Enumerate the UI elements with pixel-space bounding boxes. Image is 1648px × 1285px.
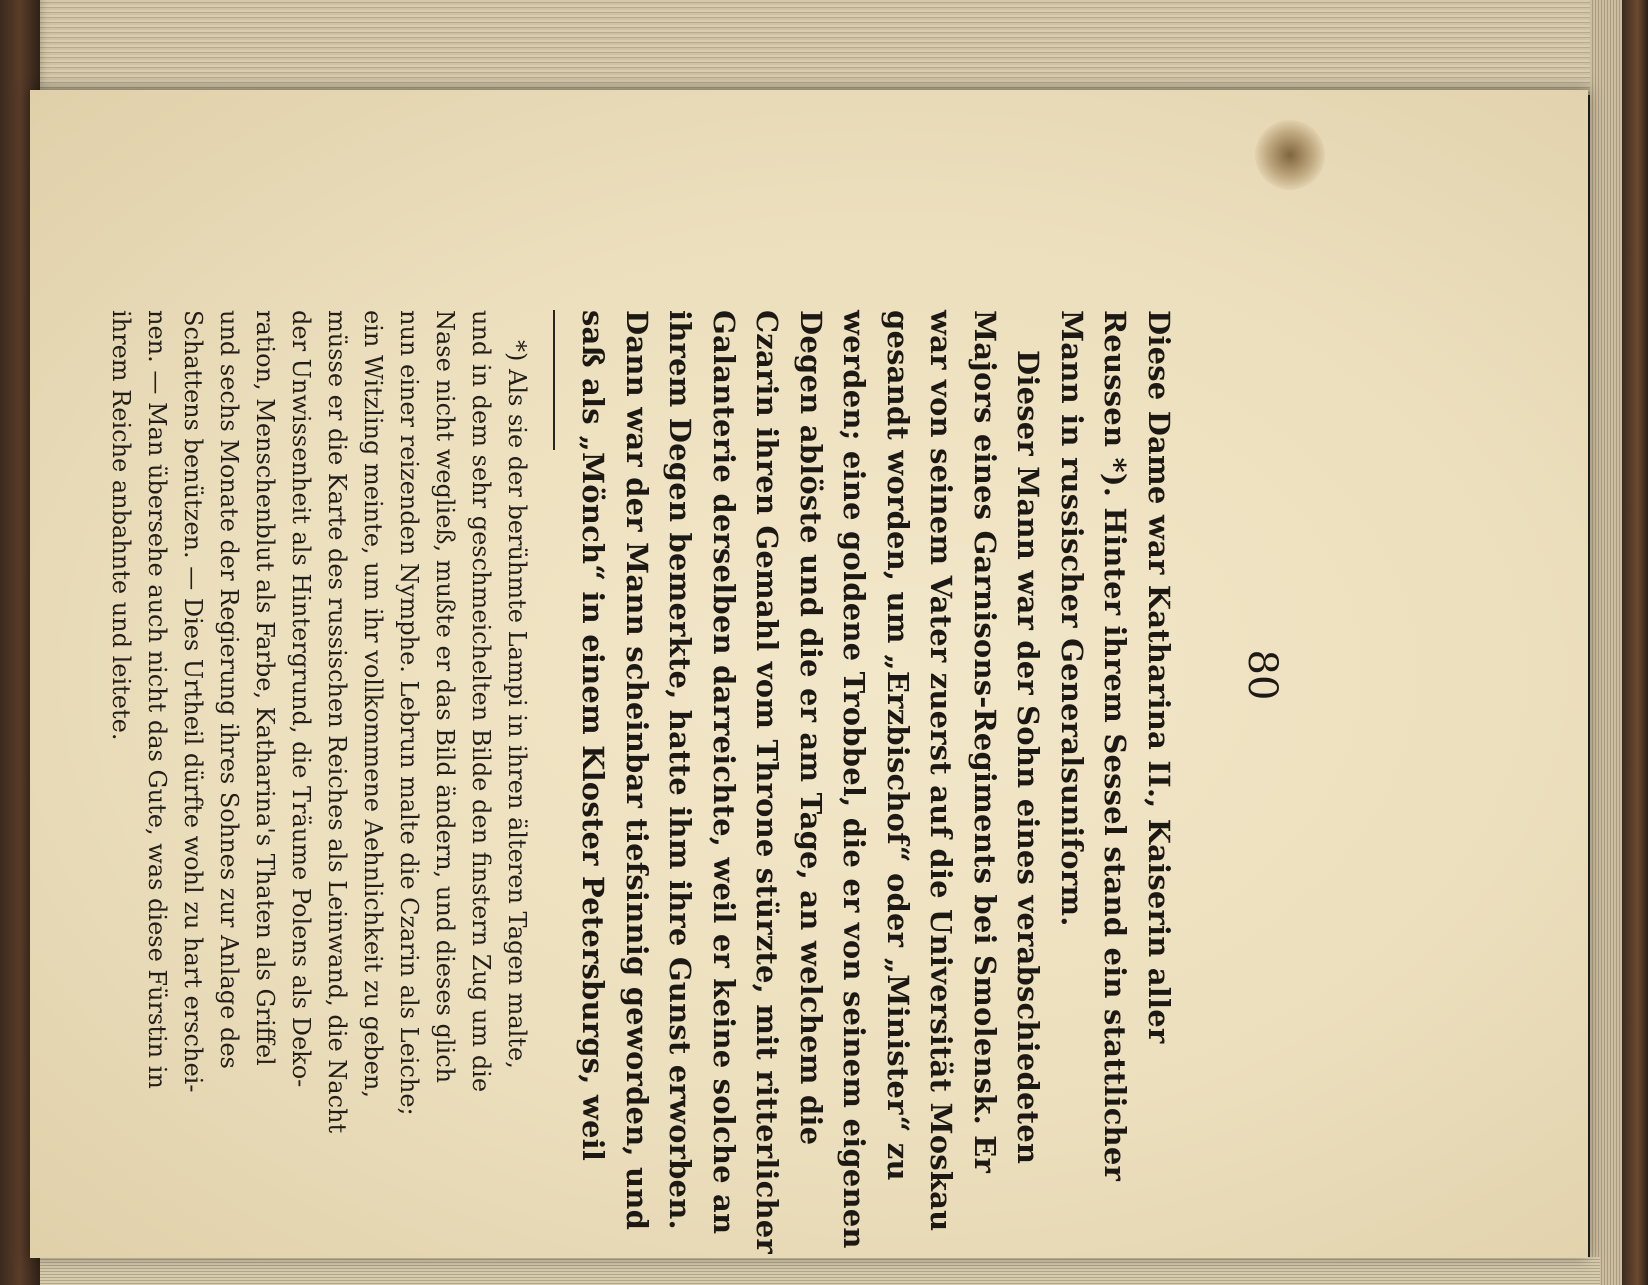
body-line: werden; eine goldene Trobbel, die er von seinem eigenen (837, 310, 872, 1249)
page-edges-bottom (40, 1257, 1600, 1285)
body-line: Majors eines Garnisons-Regiments bei Smolensk. Er (968, 310, 1002, 1173)
footnote-line: *) Als sie der berühmte Lampi in ihren älteren Tagen malte, (503, 340, 531, 1069)
footnote-line: und in dem sehr geschmeichelten Bilde den finstern Zug um die (467, 310, 495, 1093)
body-line: Mann in russischer Generalsuniform. (1055, 310, 1089, 927)
rotated-text-block (107, 255, 1325, 1254)
page-number: 80 (1239, 649, 1285, 701)
footnote-line: Nase nicht wegließ, mußte er das Bild ändern, und dieses glich (431, 310, 459, 1084)
footnote-line: nun einer reizenden Nymphe. Lebrun malte die Czarin als Leiche; (395, 310, 423, 1116)
ink-stain (1255, 120, 1325, 190)
footnote-text (103, 310, 535, 1258)
body-line: Reussen *). Hinter ihrem Sessel stand ein stattlicher (1098, 310, 1133, 1181)
body-line: war von seinem Vater zuerst auf die Universität Moskau (924, 310, 959, 1232)
footnote-line: müsse er die Karte des russischen Reiches als Leinwand, die Nacht (323, 310, 351, 1134)
book-cover-edge (1622, 0, 1648, 1285)
footnote-line: ration, Menschenblut als Farbe, Katharina's Thaten als Griffel (251, 310, 279, 1066)
footnote-line: und sechs Monate der Regierung ihres Sohnes zur Anlage des (215, 310, 243, 1069)
footnote-line: ein Witzling meinte, um ihr vollkommene Aehnlichkeit zu geben, (359, 310, 387, 1098)
body-line: Dann war der Mann scheinbar tiefsinnig geworden, und (620, 310, 654, 1231)
footnote-divider (553, 310, 555, 450)
body-line: ihrem Degen bemerkte, hatte ihm ihre Gunst erworben. (663, 310, 698, 1230)
page-edges-top (40, 0, 1600, 95)
body-line: Galanterie derselben darreichte, weil er keine solche an (707, 310, 741, 1235)
footnote-line: ihrem Reiche anbahnte und leitete. (107, 310, 135, 741)
footnote-line: Schattens benützen. — Dies Urtheil dürfte wohl zu hart erschei- (179, 310, 207, 1093)
body-line: saß als „Mönch“ in einem Kloster Petersburgs, weil (576, 310, 611, 1162)
body-line: gesandt worden, um „Erzbischof“ oder „Minister“ zu (881, 310, 915, 1181)
footnote-line: der Unwissenheit als Hintergrund, die Träume Polens als Deko- (287, 310, 315, 1088)
body-text (571, 310, 1180, 1258)
body-line: Diese Dame war Katharina II., Kaiserin aller (1142, 310, 1176, 1044)
book-page (30, 90, 1588, 1258)
body-line: Degen ablöste und die er am Tage, an welchem die (794, 310, 828, 1146)
body-line: Dieser Mann war der Sohn eines verabschiedeten (1011, 350, 1046, 1165)
footnote-line: nen. — Man übersehe auch nicht das Gute, was diese Fürstin in (143, 310, 171, 1089)
body-line: Czarin ihren Gemahl vom Throne stürzte, mit ritterlicher (750, 310, 785, 1254)
